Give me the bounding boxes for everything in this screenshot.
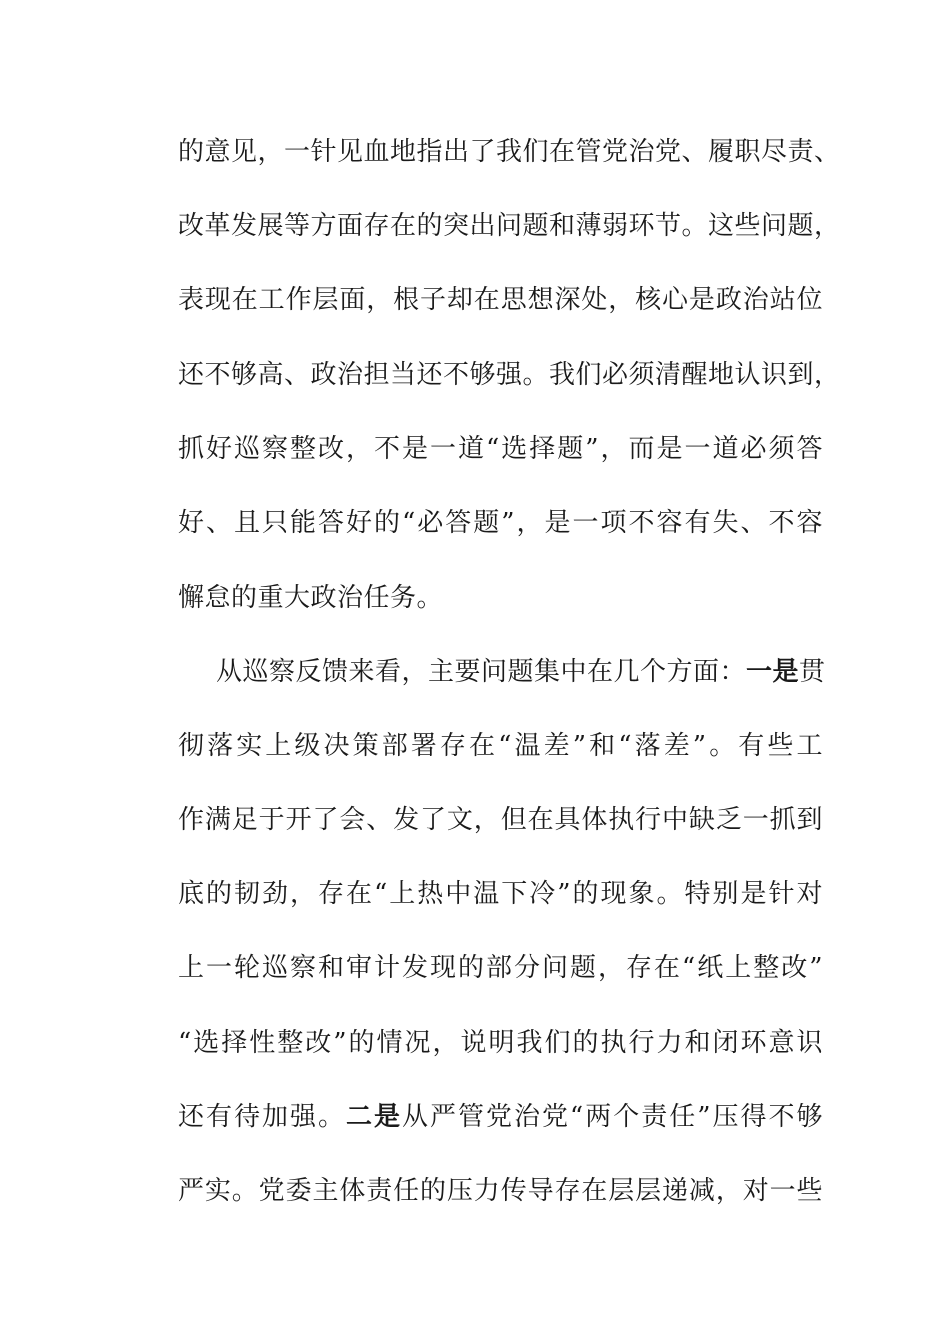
bold-marker: 一是 <box>746 657 800 687</box>
text-line: 严实。党委主体责任的压力传导存在层层递减，对一些 <box>178 1176 823 1206</box>
text-span: 从巡察反馈来看，主要问题集中在几个方面： <box>216 657 747 687</box>
text-line: 上一轮巡察和审计发现的部分问题，存在“纸上整改” <box>178 953 823 983</box>
bold-marker: 二是 <box>345 1102 402 1132</box>
text-line: 还不够高、政治担当还不够强。我们必须清醒地认识到， <box>178 360 841 390</box>
text-line: 好、且只能答好的“必答题”，是一项不容有失、不容 <box>178 508 823 538</box>
text-line <box>178 1097 823 1137</box>
text-line: 底的韧劲，存在“上热中温下冷”的现象。特别是针对 <box>178 879 823 909</box>
text-line: 作满足于开了会、发了文，但在具体执行中缺乏一抓到 <box>178 805 823 835</box>
text-span: 从严管党治党“两个责任”压得不够 <box>401 1102 823 1132</box>
text-line: 彻落实上级决策部署存在“温差”和“落差”。有些工 <box>178 731 823 761</box>
text-line-indented <box>216 652 826 692</box>
text-line: 的意见，一针见血地指出了我们在管党治党、履职尽责、 <box>178 137 841 167</box>
text-line: 表现在工作层面，根子却在思想深处，核心是政治站位 <box>178 285 823 315</box>
text-span: 还有待加强。 <box>178 1102 346 1132</box>
text-line: “选择性整改”的情况，说明我们的执行力和闭环意识 <box>178 1028 823 1058</box>
text-line: 懈怠的重大政治任务。 <box>178 583 444 613</box>
text-line: 改革发展等方面存在的突出问题和薄弱环节。这些问题， <box>178 211 841 241</box>
text-line: 抓好巡察整改，不是一道“选择题”，而是一道必须答 <box>178 434 823 464</box>
text-span: 贯 <box>799 657 826 687</box>
